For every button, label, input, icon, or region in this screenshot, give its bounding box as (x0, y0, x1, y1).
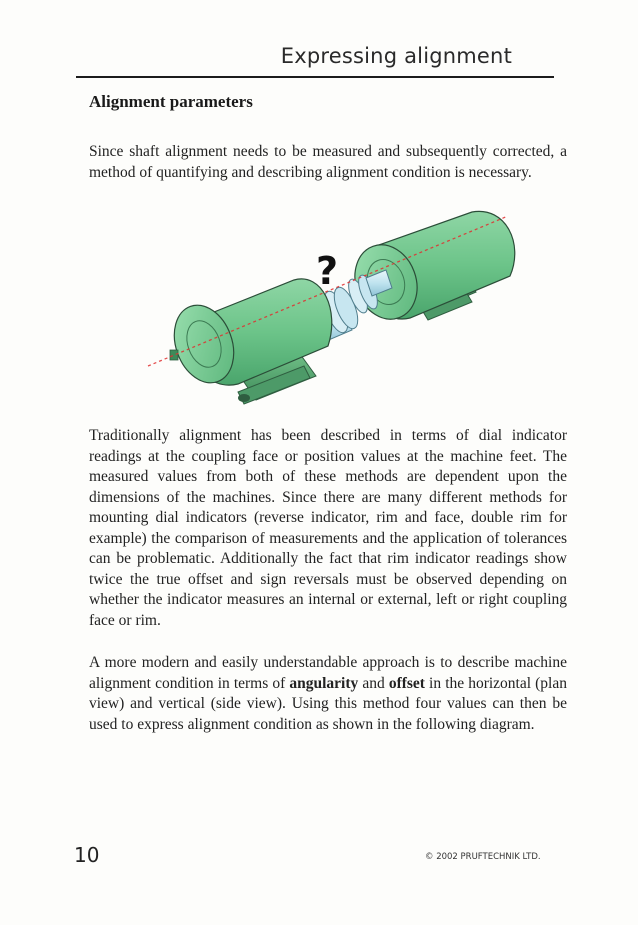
shaft-alignment-illustration (140, 206, 530, 422)
modern-text-3: in the horizontal (plan view) and vertical (side view). Using this method four values can then be used to express alignment condition as shown in the following diagram. (89, 674, 567, 733)
traditional-paragraph: Traditionally alignment has been described in terms of dial indicator readings at the coupling face or position values at the machine feet. The measured values from both of these methods are dependent upon the dimensions of the machines. Since there are many different methods for mounting dial indicators (reverse indicator, rim and face, double rim for example) the comparison of measurements and the application of tolerances can be problematic. Additionally the fact that rim indicator readings show twice the true offset and sign reversals must be observed depending on whether the indicator measures an internal or external, left or right coupling face or rim. (89, 427, 567, 629)
modern-text-2: and (358, 674, 389, 692)
angularity-term: angularity (289, 674, 359, 692)
left-machine (164, 279, 332, 404)
section-heading: Alignment parameters (89, 92, 253, 111)
copyright-notice: © 2002 PRUFTECHNIK LTD. (425, 852, 541, 862)
modern-text-1: A more modern and easily understandable approach is to describe machine alignment condition in terms of (89, 654, 567, 692)
intro-paragraph: Since shaft alignment needs to be measured and subsequently corrected, a method of quantifying and describing alignment condition is necessary. (89, 143, 567, 181)
header-rule (76, 76, 554, 78)
running-header-title: Expressing alignment (280, 44, 512, 68)
page-number: 10 (74, 843, 100, 867)
question-mark: ? (316, 249, 339, 293)
modern-approach-paragraph (89, 653, 567, 735)
offset-term: offset (388, 674, 425, 692)
right-machine (345, 211, 515, 328)
